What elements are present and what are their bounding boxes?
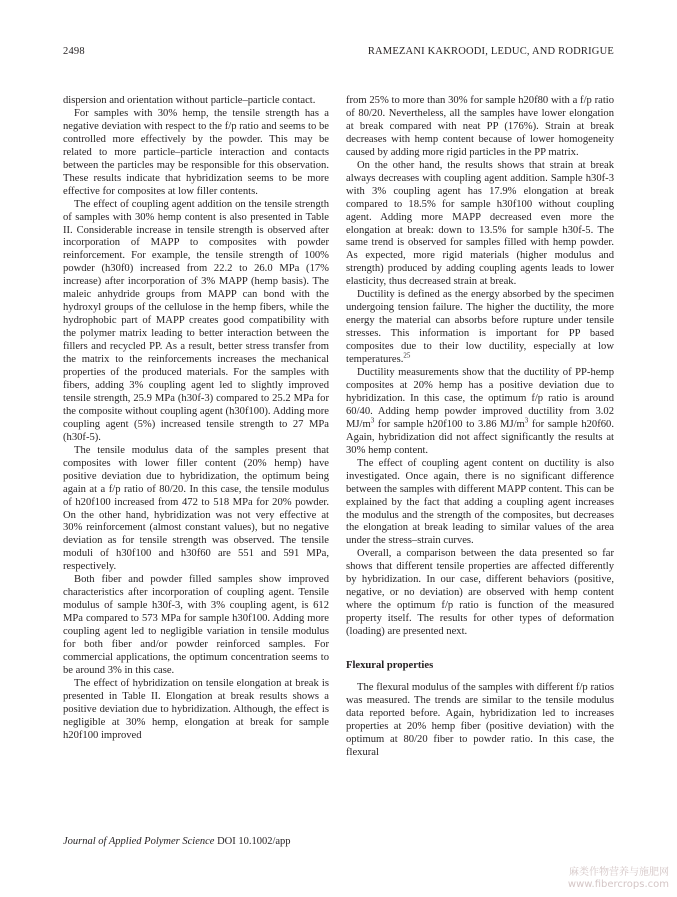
reference-citation: 25: [403, 351, 411, 360]
paragraph-text: Ductility is defined as the energy absorbed by the specimen undergoing tension failure. The higher the ductility, the more energy the material can absorbs before rupture under tensile stresses. This information is important for PP based composites due to their low ductility, especially at low temperatures.: [346, 289, 614, 366]
paragraph: On the other hand, the results shows that strain at break always decreases with coupling agent addition. Sample h30f-3 with 3% coupling agent has 17.9% elongation at break compared to 18.5% for sample h30f100 without coupling agent. Adding more MAPP decreased even more the elongation at break: down to 13.5% for sample h30f-5. The same trend is observed for samples filled with hemp powder. As expected, more rigid materials (higher modulus and strength) produced by adding coupling agents leads to lower elasticity, thus decreased strain at break.: [346, 159, 614, 288]
superscript: 3: [370, 416, 375, 425]
paragraph: from 25% to more than 30% for sample h20f80 with a f/p ratio of 80/20. Nevertheless, all the samples have lower elongation at break compared with neat PP (176%). Strain at break decreases with hemp content because of lower homogeneity caused by adding more rigid particles in the PP matrix.: [346, 95, 614, 158]
section-heading: Flexural properties: [346, 660, 434, 672]
running-header: [63, 46, 614, 57]
paragraph: For samples with 30% hemp, the tensile strength has a negative deviation with respect to the f/p ratio and seems to be controlled more effectively by the powder. This may be related to more particle–particle interaction and contacts between the particles may be responsible for this observation. These results indicate that hybridization seems to be more effective for composites at low filler contents.: [63, 107, 329, 197]
running-title: RAMEZANI KAKROODI, LEDUC, AND RODRIGUE: [367, 46, 614, 57]
left-column: [63, 95, 329, 743]
right-column: [346, 95, 614, 760]
paragraph-text: for sample h20f60. Again, hybridization did not affect significantly the results at 30% hemp content.: [346, 418, 614, 456]
page-footer: [63, 836, 291, 847]
watermark-line: 麻类作物营养与施肥网: [569, 867, 669, 878]
watermark-line: www.fibercrops.com: [567, 879, 669, 890]
paragraph: The tensile modulus data of the samples present that composites with lower filler content (20% hemp) have positive deviation due to hybridization, the optimum being again at a f/p ratio of 80/20. In this case, the tensile modulus of h20f100 increased from 472 to 518 MPa for 20% powder. On the other hand, hybridization was not very effective at 30% reinforcement (almost constant values), but no negative deviation as for tensile strength was observed. The tensile moduli of h30f100 and h30f60 are 551 and 591 MPa, respectively.: [63, 444, 329, 573]
paragraph: [346, 289, 614, 367]
paragraph: dispersion and orientation without particle–particle contact.: [63, 95, 316, 106]
paragraph: The effect of coupling agent content on ductility is also investigated. Once again, there is no significant difference between the samples with different MAPP content. This can be explained by the fact that adding a coupling agent increases the modulus and the strength of the composites, but decreases the elongation at break leading to similar values of the area under the stress–strain curves.: [346, 457, 614, 547]
watermark: [568, 867, 669, 891]
paragraph: [346, 367, 614, 458]
journal-name: Journal of Applied Polymer Science: [63, 836, 215, 847]
paragraph-text: Ductility measurements show that the ductility of PP-hemp composites at 20% hemp has a positive deviation due to hybridization. In this case, the optimum f/p ratio is around 60/40. Adding hemp powder improved ductility from 3.02 MJ/m: [346, 367, 614, 430]
paragraph: Overall, a comparison between the data presented so far shows that different tensile properties are affected differently by hybridization. In our case, different behaviors (positive, negative, or no deviation) are observed with hemp content where the optimum f/p ratio is function of the measured property itself. The results for other types of deformation (loading) are presented next.: [346, 548, 614, 638]
paragraph: The flexural modulus of the samples with different f/p ratios was measured. The trends are similar to the tensile modulus data reported before. Again, hybridization led to increases properties at 20% hemp fiber (positive deviation) with the optimum at 80/20 fiber to powder ratio. In this case, the flexural: [346, 681, 614, 758]
paragraph: The effect of hybridization on tensile elongation at break is presented in Table II. Elongation at break results shows a positive deviation due to hybridization. Although, the effect is negligible at 30% hemp, elongation at break for sample h20f100 improved: [63, 677, 329, 741]
paragraph: Both fiber and powder filled samples show improved characteristics after incorporation of coupling agent. Tensile modulus of sample h30f-3, with 3% coupling agent, is 612 MPa compared to 573 MPa for sample h30f100. Adding more coupling agent led to negligible variation in tensile modulus for both fiber and/or powder reinforced samples. For commercial applications, the optimum concentration seems to be around 3% in this case.: [63, 574, 329, 676]
page-number: 2498: [63, 46, 85, 57]
doi: DOI 10.1002/app: [214, 836, 291, 847]
paragraph: The effect of coupling agent addition on the tensile strength of samples with 30% hemp content is also presented in Table II. Considerable increase in tensile strength is observed after incorporation of MAPP to composites with powder reinforcement. For example, the tensile strength of 100% powder (h30f0) increased from 22.2 to 26.0 MPa (17% increase) after incorporation of 3% MAPP (hemp basis). The maleic anhydride groups from MAPP can bond with the hydroxyl groups of the cellulose in the hemp fibers, while the hydrophobic part of MAPP creates good compatibility with the polymer matrix leading to better interaction between the fillers and recycled PP. As a result, better stress transfer from the matrix to the reinforcements increases the mechanical properties of the produced materials. For the samples with fibers, adding 3% coupling agent led to slightly improved tensile strength, 25.9 MPa (h30f-3) compared to 25.2 MPa for the composite without coupling agent (h30f100). Adding more coupling agent (5%) increased tensile strength to 27 MPa (h30f-5).: [63, 198, 329, 443]
superscript: 3: [524, 416, 529, 425]
paragraph-text: for sample h20f100 to 3.86 MJ/m: [374, 418, 525, 430]
